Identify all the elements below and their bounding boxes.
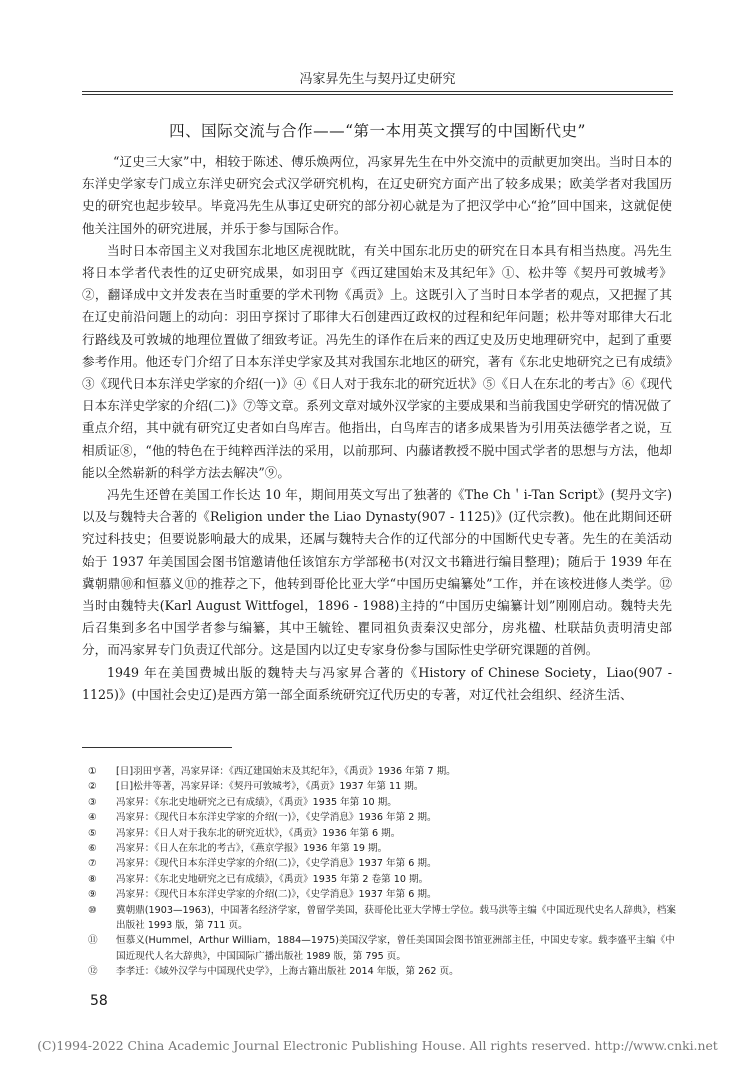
footnote-marker: ⑦ xyxy=(88,858,97,870)
footnote-text: [日]松井等著，冯家昇译：《契丹可敦城考》，《禹贡》1937 年第 11 期。 xyxy=(116,781,424,793)
footnote-marker: ⑨ xyxy=(88,889,97,901)
footnote-2 xyxy=(88,779,678,794)
paragraph-4: 1949 年在美国费城出版的魏特夫与冯家昇合著的《History of Chinese Society，Liao(907 - 1125)》(中国社会史辽)是西方第一部全面系统研究辽代历史的专著，对辽代社会组织、经济生活、 xyxy=(82,664,672,702)
footnote-text: 冯家昇：《日人在东北的考古》，《燕京学报》1936 年第 19 期。 xyxy=(116,843,388,855)
footnote-text: 冯家昇：《东北史地研究之已有成绩》，《禹贡》1935 年第 10 期。 xyxy=(116,796,397,808)
footnote-text: 冯家昇：《东北史地研究之已有成绩》，《禹贡》1935 年第 2 卷第 10 期。 xyxy=(116,873,429,885)
footnote-marker: ⑪ xyxy=(88,935,98,947)
page-number: 58 xyxy=(90,993,108,1009)
footnote-marker: ⑩ xyxy=(88,904,97,916)
footnote-10 xyxy=(88,903,678,934)
footnote-marker: ⑤ xyxy=(88,827,97,839)
footnote-text: 冯家昇：《现代日本东洋史学家的介绍(一)》，《史学消息》1936 年第 2 期。 xyxy=(116,812,437,824)
footnote-text: [日]羽田亨著，冯家昇译：《西辽建国始末及其纪年》，《禹贡》1936 年第 7 期。 xyxy=(116,766,456,777)
footnote-7 xyxy=(88,856,678,871)
footnote-8 xyxy=(88,872,678,887)
footnote-text: 冯家昇：《日人对于我东北的研究近状》，《禹贡》1936 年第 6 期。 xyxy=(116,827,401,839)
footnote-3 xyxy=(88,795,678,810)
footnote-6 xyxy=(88,841,678,856)
running-header: 冯家昇先生与契丹辽史研究 xyxy=(299,72,456,87)
footnote-1 xyxy=(88,764,678,779)
footnote-marker: ③ xyxy=(88,796,97,808)
footnote-5 xyxy=(88,826,678,841)
section-title: 四、国际交流与合作——“第一本用英文撰写的中国断代史” xyxy=(169,122,586,140)
paragraph-3: 冯先生还曾在美国工作长达 10 年，期间用英文写出了独著的《The Ch＇i-Tan Script》(契丹文字)以及与魏特夫合著的《Religion under the Liao Dynasty(907 - 1125)》(辽代宗教)。他在此期间还研究过科技史；但要说影响最大的成果，还属与魏特夫合作的辽代部分的中国断代史专著。先生的在美活动始于 1937 年美国国会图书馆邀请他任该馆东方学部秘书(对汉文书籍进行编目整理)；随后于 1939 年在冀朝鼎⑩和恒慕义⑪的推荐之下，他转到哥伦比亚大学“中国历史编纂处”工作，并在该校进修人类学。⑫当时由魏特夫(Karl August Wittfogel，1896 - 1988)主持的“中国历史编纂计划”刚刚启动。魏特夫先后召集到多名中国学者参与编纂，其中王毓铨、瞿同祖负责秦汉史部分，房兆楹、杜联喆负责明清史部分，而冯家昇专门负责辽代部分。这是国内以辽史专家身份参与国际性史学研究课题的首例。 xyxy=(82,487,672,658)
footnote-text: 李孝迁：《域外汉学与中国现代史学》，上海古籍出版社 2014 年版，第 262 页。 xyxy=(116,966,459,978)
footnote-4 xyxy=(88,810,678,825)
footnotes xyxy=(88,764,678,980)
footnote-9 xyxy=(88,887,678,902)
footnote-divider xyxy=(82,747,232,748)
footnote-marker: ⑫ xyxy=(88,966,98,978)
footnote-marker: ④ xyxy=(88,812,97,824)
header-rule-top xyxy=(82,91,673,92)
copyright-notice: (C)1994-2022 China Academic Journal Electronic Publishing House. All rights reserved. http://www.cnki.net xyxy=(37,1038,718,1053)
paragraph-2: 当时日本帝国主义对我国东北地区虎视眈眈，有关中国东北历史的研究在日本具有相当热度。冯先生将日本学者代表性的辽史研究成果，如羽田亨《西辽建国始末及其纪年》①、松井等《契丹可敦城考》②，翻译成中文并发表在当时重要的学术刊物《禹贡》上。这既引入了当时日本学者的观点，又把握了其在辽史前沿问题上的动向：羽田亨探讨了耶律大石创建西辽政权的过程和纪年问题；松井等对耶律大石北行路线及可敦城的地理位置做了细致考证。冯先生的译作在后来的西辽史及历史地理研究中，起到了重要参考作用。他还专门介绍了日本东洋史学家及其对我国东北地区的研究，著有《东北史地研究之已有成绩》③《现代日本东洋史学家的介绍(一)》④《日人对于我东北的研究近状》⑤《日人在东北的考古》⑥《现代日本东洋史学家的介绍(二)》⑦等文章。系列文章对域外汉学家的主要成果和当前我国史学研究的情况做了重点介绍，其中就有研究辽史者如白鸟库吉。他指出，白鸟库吉的诸多成果皆为引用英法德学者之说，互相质证⑧，“他的特色在于纯粹西洋法的采用，以前那珂、内藤诸教授不脱中国式学者的思想与方法，他却能以全然崭新的科学方法去解决”⑨。 xyxy=(82,242,672,480)
footnote-text: 冯家昇：《现代日本东洋史学家的介绍(二)》，《史学消息》1937 年第 6 期。 xyxy=(116,858,437,870)
footnote-marker: ⑧ xyxy=(88,873,97,885)
footnote-11 xyxy=(88,933,678,964)
footnote-text: 冀朝鼎(1903—1963)，中国著名经济学家，曾留学美国，获哥伦比亚大学博士学位。载马洪等主编《中国近现代史名人辞典》，档案出版社 1993 版，第 711 页。 xyxy=(116,904,676,932)
body-text xyxy=(82,151,672,706)
footnote-text: 恒慕义(Hummel，Arthur William，1884—1975)美国汉学家，曾任美国国会图书馆亚洲部主任，中国史专家。载李盛平主编《中国近现代人名大辞典》，中国国际广播出版社 1989 版，第 795 页。 xyxy=(116,935,675,962)
header-rule-bottom xyxy=(82,94,673,95)
footnote-marker: ⑥ xyxy=(88,843,97,855)
footnote-marker: ① xyxy=(88,766,97,777)
footnote-text: 冯家昇：《现代日本东洋史学家的介绍(二)》，《史学消息》1937 年第 6 期。 xyxy=(116,889,437,901)
footnote-marker: ② xyxy=(88,781,97,793)
paragraph-1: “辽史三大家”中，相较于陈述、傅乐焕两位，冯家昇先生在中外交流中的贡献更加突出。当时日本的东洋史学家专门成立东洋史研究会式汉学研究机构，在辽史研究方面产出了较多成果；欧美学者对我国历史的研究也起步较早。毕竟冯先生从事辽史研究的部分初心就是为了把汉学中心“抢”回中国来，这就促使他关注国外的研究进展，并乐于参与国际合作。 xyxy=(82,154,672,236)
footnote-12 xyxy=(88,964,678,979)
